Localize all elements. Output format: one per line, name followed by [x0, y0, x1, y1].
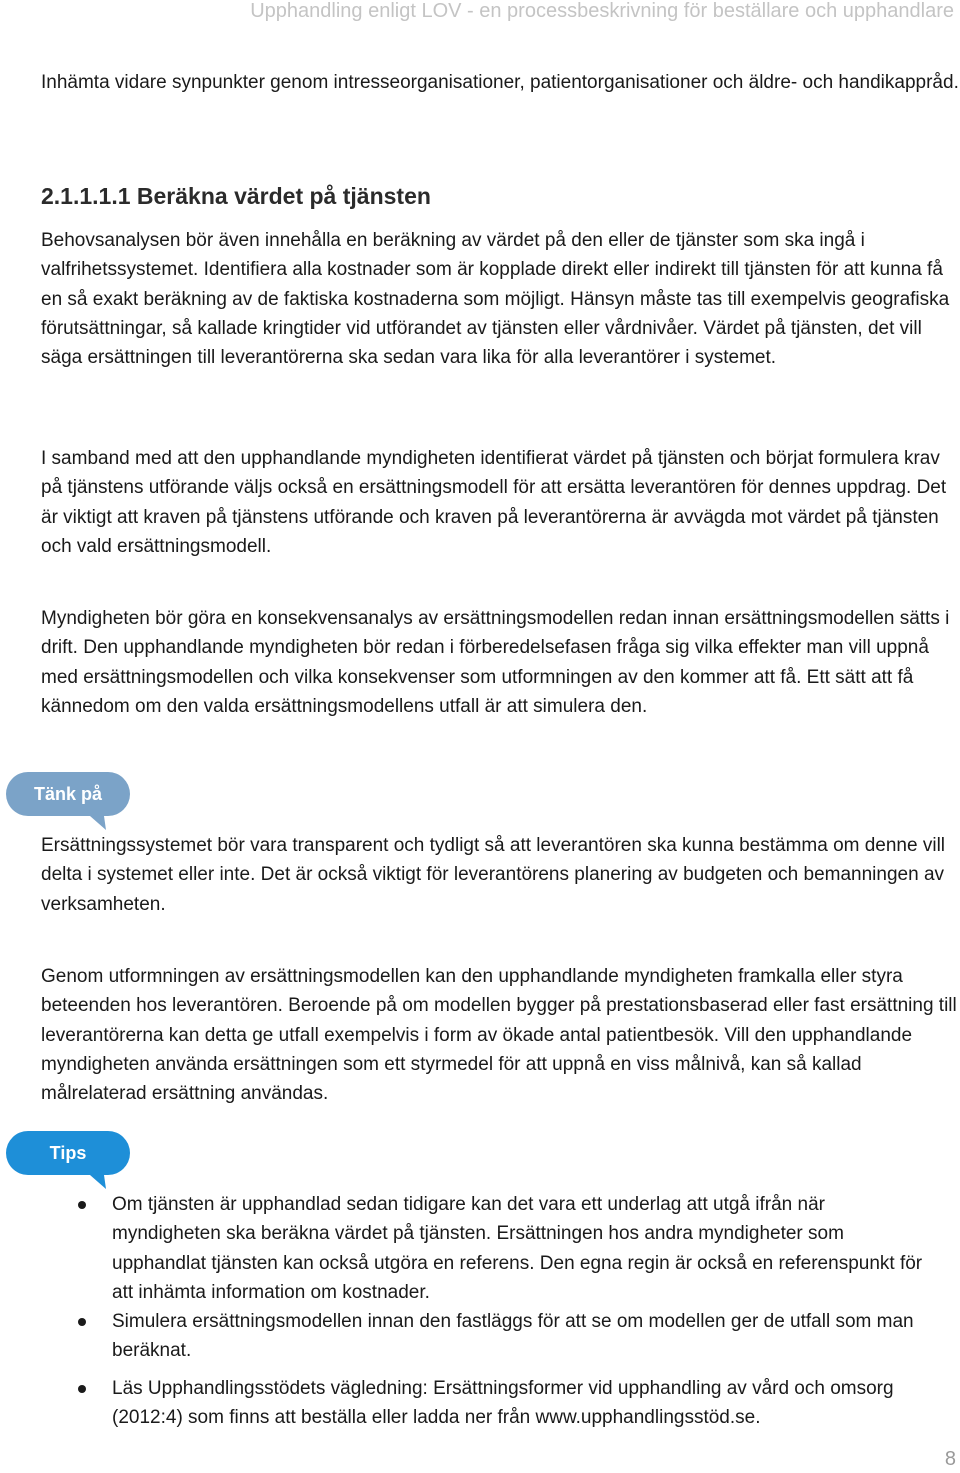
list-item: [0, 1374, 932, 1433]
bullet-icon: [78, 1201, 86, 1209]
section-heading: 2.1.1.1.1 Beräkna värdet på tjänsten: [41, 183, 431, 209]
section-paragraph-1: Behovsanalysen bör även innehålla en beräkning av värdet på den eller de tjänster som ska ingå i valfrihetssystemet. Identifiera alla kostnader som är kopplade direkt eller indirekt till tjänsten för att kunna få en så exakt beräkning av de faktiska kostnaderna som möjligt. Hänsyn måste tas till exempelvis geografiska förutsättningar, så kallade kringtider vid utförandet av tjänsten eller vårdnivåer. Värdet på tjänsten, det vill säga ersättningen till leverantörerna ska sedan vara lika för alla leverantörer i systemet.: [41, 230, 950, 369]
list-item: [0, 1307, 932, 1366]
think-paragraph-2: Genom utformningen av ersättningsmodellen kan den upphandlande myndigheten framkalla eller styra beteenden hos leverantören. Beroende på om modellen bygger på prestationsbaserad eller fast ersättning till leverantörerna kan detta ge utfall exempelvis i form av ökade antal patientbesök. Vill den upphandlande myndigheten använda ersättningen som ett styrmedel för att uppnå en viss målnivå, kan så kallad målrelaterad ersättning användas.: [41, 966, 957, 1105]
page-header: Upphandling enligt LOV - en processbeskrivning för beställare och upphandlare: [250, 0, 954, 22]
section-paragraph-3: Myndigheten bör göra en konsekvensanalys av ersättningsmodellen redan innan ersättningsmodellen sätts i drift. Den upphandlande myndigheten bör redan i förberedelsefasen fråga sig vilka effekter man vill uppnå med ersättningsmodellen och vilka konsekvenser som utformningen av den kommer att få. Ett sätt att få kännedom om den valda ersättningsmodellens utfall är att simulera den.: [41, 608, 950, 717]
tips-item-text: Simulera ersättningsmodellen innan den fastläggs för att se om modellen ger de utfall som man beräknat.: [112, 1311, 914, 1362]
section-paragraph-2: I samband med att den upphandlande myndigheten identifierat värdet på tjänsten och börjat formulera krav på tjänstens utförande väljs också en ersättningsmodell för att ersätta leverantören för dennes uppdrag. Det är viktigt att kraven på tjänstens utförande och kraven på leverantörerna är avvägda mot värdet på tjänsten och vald ersättningsmodell.: [41, 448, 947, 557]
tips-callout-label: Tips: [49, 1142, 87, 1163]
tips-callout-badge: [6, 1131, 130, 1175]
page-number: 8: [944, 1448, 956, 1470]
tips-item-text: Om tjänsten är upphandlad sedan tidigare kan det vara ett underlag att utgå ifrån när myndigheten ska beräkna värdet på tjänsten. Ersättningen hos andra myndigheter som upphandlat tjänsten kan också utgöra en referens. Den egna regin är också en referenspunkt för att inhämta information om kostnader.: [112, 1194, 923, 1303]
tips-list: [0, 1190, 960, 1432]
bullet-icon: [78, 1318, 86, 1326]
think-paragraph-1: Ersättningssystemet bör vara transparent och tydligt så att leverantören ska kunna bestämma om denne vill delta i systemet eller inte. Det är också viktigt för leverantörens planering av budgeten och bemanningen av verksamheten.: [41, 835, 946, 915]
list-item: [0, 1190, 932, 1307]
tips-item-text: Läs Upphandlingsstödets vägledning: Ersättningsformer vid upphandling av vård och omsorg (2012:4) som finns att beställa eller ladda ner från www.upphandlingsstöd.se.: [112, 1377, 894, 1429]
think-callout-badge: [6, 772, 130, 816]
think-callout-label: Tänk på: [33, 783, 103, 804]
bullet-icon: [78, 1385, 86, 1393]
intro-paragraph: Inhämta vidare synpunkter genom intresseorganisationer, patientorganisationer och äldre- och handikappråd.: [41, 72, 959, 93]
